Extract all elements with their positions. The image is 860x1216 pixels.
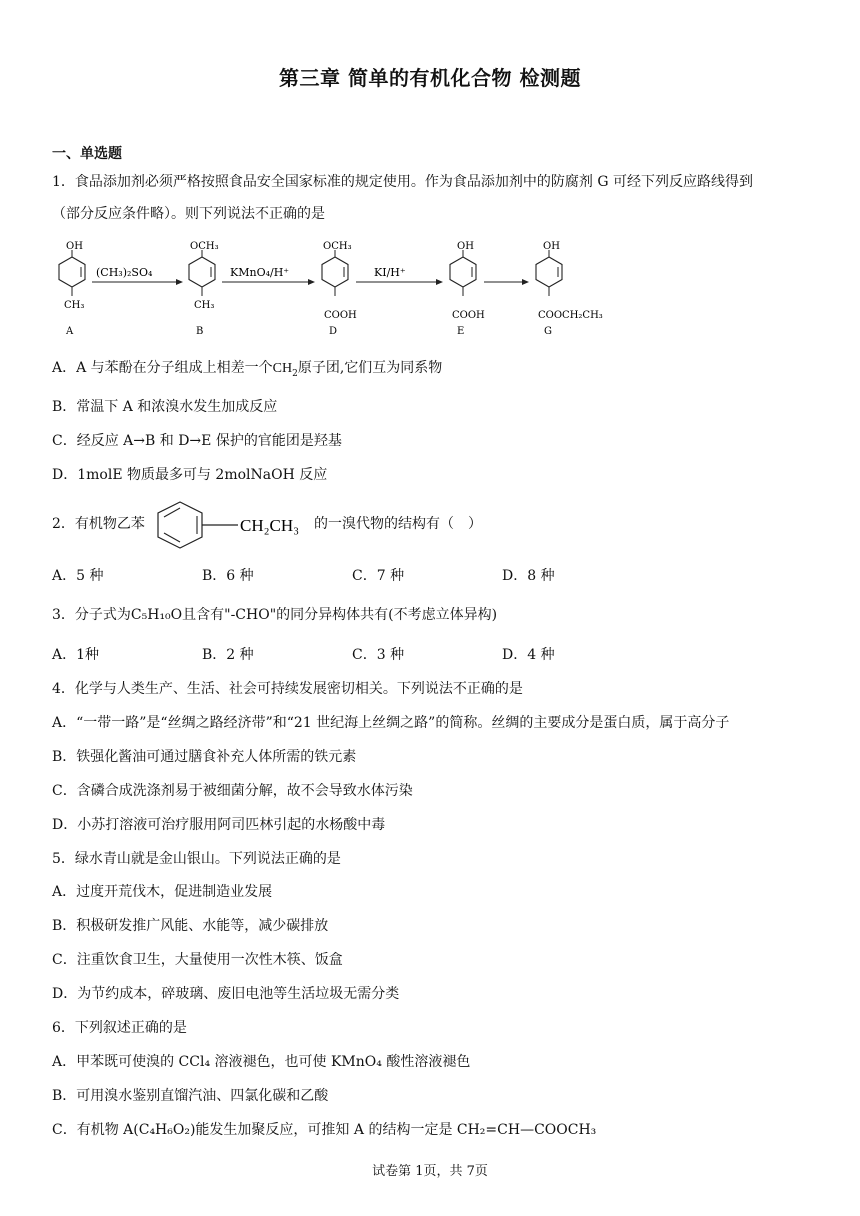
q5-option-a: A．过度开荒伐木，促进制造业发展 [52, 884, 273, 900]
page-title: 第三章 简单的有机化合物 检测题 [279, 66, 581, 90]
q5-option-c: C．注重饮食卫生，大量使用一次性木筷、饭盒 [52, 952, 343, 968]
q5-option-b: B．积极研发推广风能、水能等，减少碳排放 [52, 918, 329, 934]
q2-option-d: D．8 种 [502, 568, 555, 584]
q2-stem-prefix: 2．有机物乙苯 [52, 516, 145, 532]
E-bottom-group: COOH [452, 310, 485, 321]
compound-E [450, 241, 485, 337]
A-top-group: OH [66, 241, 83, 252]
q1-option-a: A．A 与苯酚在分子组成上相差一个$CH_2$原子团,它们互为同系物 [52, 360, 443, 379]
q1-option-d: D．1molE 物质最多可与 2molNaOH 反应 [52, 467, 328, 483]
q6-option-a: A．甲苯既可使溴的 CCl₄ 溶液褪色，也可使 KMnO₄ 酸性溶液褪色 [52, 1054, 471, 1070]
B-top-group: OCH₃ [190, 241, 219, 252]
q6-stem: 6．下列叙述正确的是 [52, 1020, 187, 1036]
compound-G [536, 241, 603, 337]
q2-option-c: C．7 种 [352, 568, 405, 584]
page-footer: 试卷第 1页，共 7页 [372, 1164, 488, 1179]
q6-option-b: B．可用溴水鉴别直馏汽油、四氯化碳和乙酸 [52, 1088, 329, 1104]
arrow-2-head [308, 279, 315, 285]
section-heading: 一、单选题 [52, 146, 122, 162]
arrow-4-head [522, 279, 529, 285]
reagent-3: KI/H⁺ [374, 266, 406, 279]
q1-option-c: C．经反应 A→B 和 D→E 保护的官能团是羟基 [52, 433, 342, 449]
q4-option-c: C．含磷合成洗涤剂易于被细菌分解，故不会导致水体污染 [52, 783, 413, 799]
q3-option-a: A．1种 [52, 647, 100, 663]
compound-A [59, 241, 85, 337]
compound-D [322, 241, 357, 337]
D-bottom-group: COOH [324, 310, 357, 321]
q3-stem: 3．分子式为C₅H₁₀O且含有"-CHO"的同分异构体共有(不考虑立体异构) [52, 607, 498, 623]
ethyl-group: CH₂CH₃ [240, 516, 300, 535]
q3-options [52, 645, 822, 665]
q1-stem-line2: （部分反应条件略）。则下列说法不正确的是 [52, 206, 325, 222]
q4-option-b: B．铁强化酱油可通过膳食补充人体所需的铁元素 [52, 749, 357, 765]
A-bottom-group: CH₃ [64, 300, 85, 311]
D-top-group: OCH₃ [323, 241, 352, 252]
q1-stem-line1: 1．食品添加剂必须严格按照食品安全国家标准的规定使用。作为食品添加剂中的防腐剂 G 可经下列反应路线得到 [52, 174, 753, 190]
q5-option-d: D．为节约成本，碎玻璃、废旧电池等生活垃圾无需分类 [52, 986, 400, 1002]
A-label: A [66, 326, 74, 337]
q4-stem: 4．化学与人类生产、生活、社会可持续发展密切相关。下列说法不正确的是 [52, 681, 523, 697]
q3-option-b: B．2 种 [202, 647, 254, 663]
q2-option-a: A．5 种 [52, 568, 104, 584]
q2-option-b: B．6 种 [202, 568, 254, 584]
B-bottom-group: CH₃ [194, 300, 215, 311]
arrow-3-head [436, 279, 443, 285]
q4-option-d: D．小苏打溶液可治疗服用阿司匹林引起的水杨酸中毒 [52, 817, 386, 833]
q6-option-c: C．有机物 A(C₄H₆O₂)能发生加聚反应，可推知 A 的结构一定是 CH₂=CH—COOCH₃ [52, 1122, 597, 1138]
q3-option-d: D．4 种 [502, 647, 555, 663]
G-bottom-group: COOCH₂CH₃ [538, 310, 603, 321]
B-label: B [196, 326, 204, 337]
G-top-group: OH [543, 241, 560, 252]
arrow-1-head [176, 279, 183, 285]
q2-options [52, 566, 822, 586]
E-top-group: OH [457, 241, 474, 252]
q2-stem-suffix: 的一溴代物的结构有（ ） [314, 516, 482, 532]
q3-option-c: C．3 种 [352, 647, 405, 663]
reaction-scheme [52, 238, 632, 342]
G-label: G [544, 326, 552, 337]
reagent-2: KMnO₄/H⁺ [230, 266, 290, 279]
D-label: D [329, 326, 338, 337]
q1-option-b: B．常温下 A 和浓溴水发生加成反应 [52, 399, 278, 415]
q5-stem: 5．绿水青山就是金山银山。下列说法正确的是 [52, 851, 341, 867]
E-label: E [457, 326, 465, 337]
compound-B [189, 241, 219, 337]
q4-option-a: A．“一带一路”是“丝绸之路经济带”和“21 世纪海上丝绸之路”的简称。丝绸的主要成分是蛋白质，属于高分子 [52, 715, 730, 731]
reagent-1: (CH₃)₂SO₄ [96, 266, 153, 279]
ethylbenzene-structure [150, 500, 310, 550]
